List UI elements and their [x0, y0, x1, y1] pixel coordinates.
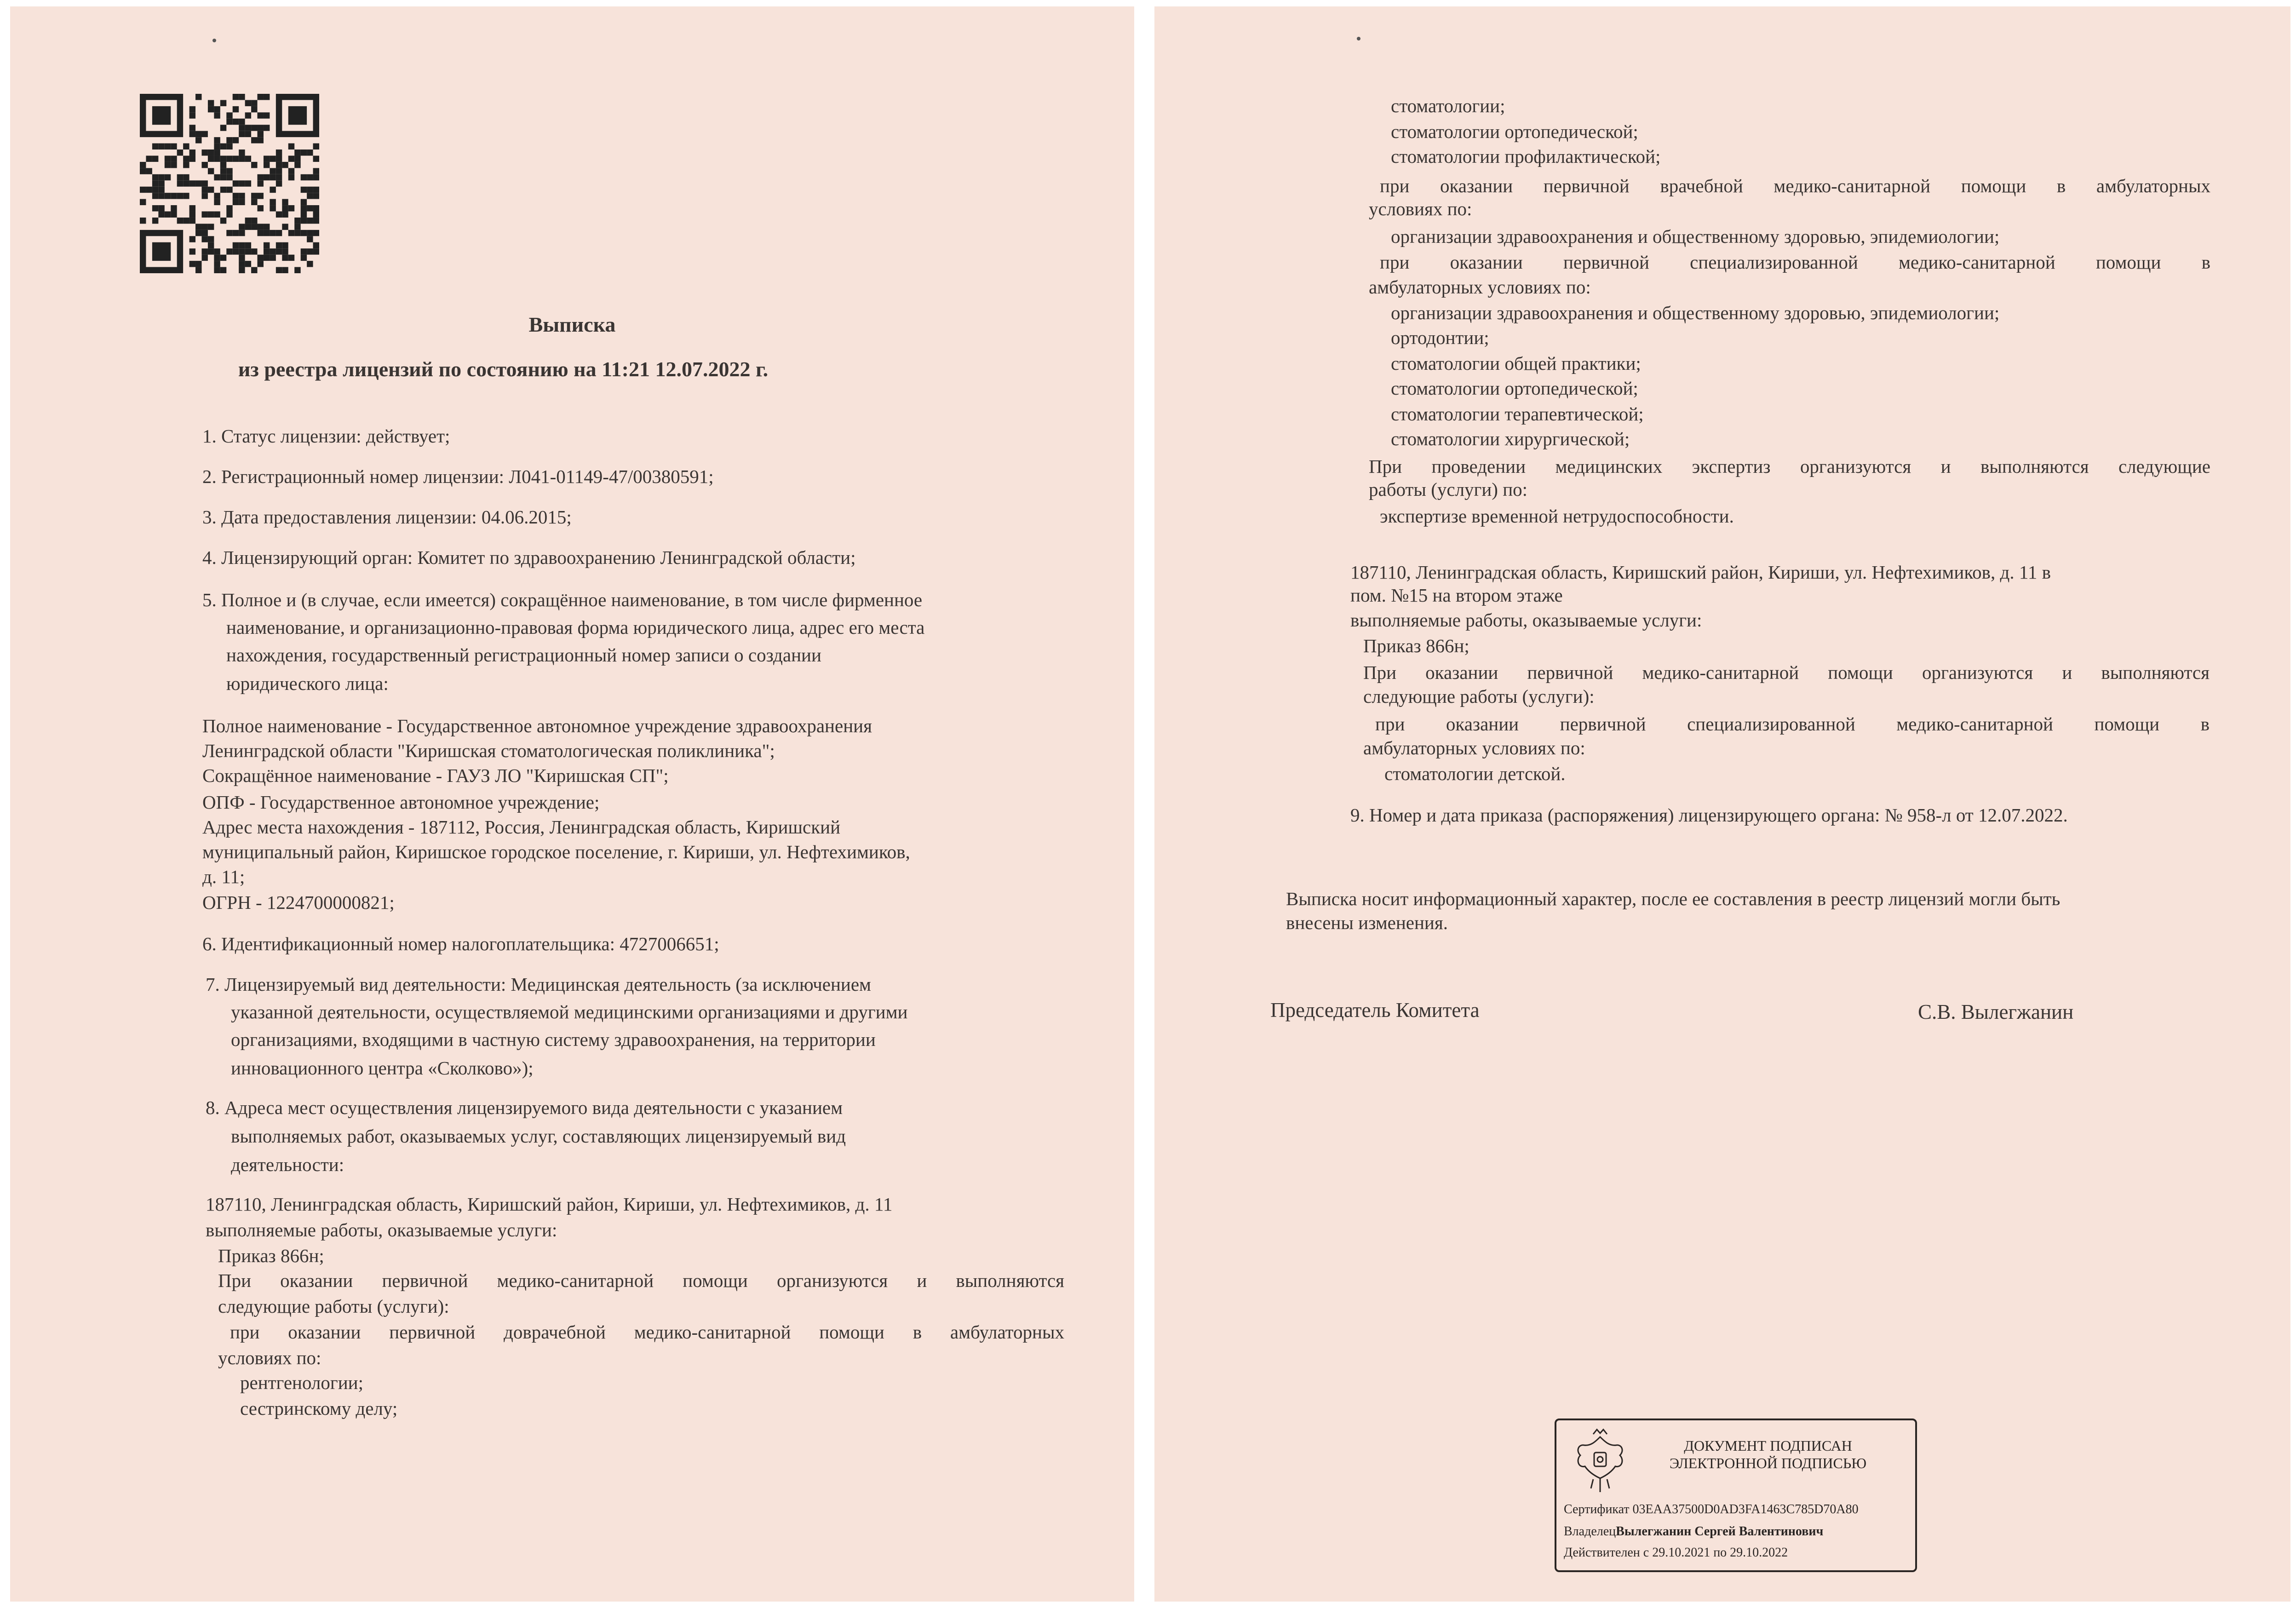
- spec-line: амбулаторных условиях по:: [1369, 276, 1591, 298]
- service-line: стоматологии хирургической;: [1391, 428, 1630, 449]
- item7-line: указанной деятельности, осуществляемой медицинскими организациями и другими: [231, 1001, 908, 1022]
- item-date: 3. Дата предоставления лицензии: 04.06.2015;: [202, 506, 572, 528]
- e-signature-stamp: [1555, 1418, 1917, 1572]
- service-line: сестринскому делу;: [240, 1398, 398, 1419]
- spec-line: при оказании первичной специализированной медико-санитарной помощи в: [1375, 713, 2210, 735]
- service-line: стоматологии терапевтической;: [1391, 403, 1644, 425]
- coat-of-arms-icon: [1570, 1428, 1630, 1497]
- works-label: выполняемые работы, оказываемые услуги:: [206, 1219, 557, 1240]
- pmsp-line: При оказании первичной медико-санитарной помощи организуются и выполняются: [1363, 662, 2210, 683]
- expertise-line: работы (услуги) по:: [1369, 479, 1528, 500]
- pmsp-line: При оказании первичной медико-санитарной помощи организуются и выполняются: [218, 1270, 1064, 1291]
- org-line: д. 11;: [202, 866, 245, 887]
- item-authority: 4. Лицензирующий орган: Комитет по здравоохранению Ленинградской области;: [202, 547, 856, 568]
- works-label: выполняемые работы, оказываемые услуги:: [1350, 609, 1702, 631]
- item5-line: наименование, и организационно-правовая форма юридического лица, адрес его места: [226, 617, 925, 638]
- dovrach-line: условиях по:: [218, 1347, 321, 1368]
- owner-name: Вылегжанин Сергей Валентинович: [1616, 1524, 1824, 1539]
- service-line: ортодонтии;: [1391, 327, 1489, 348]
- item-reg-number: 2. Регистрационный номер лицензии: Л041-01149-47/00380591;: [202, 466, 714, 487]
- document-subtitle: из реестра лицензий по состоянию на 11:21 12.07.2022 г.: [238, 357, 769, 381]
- service-line: организации здравоохранения и общественному здоровью, эпидемиологии;: [1391, 226, 2000, 247]
- item7-line: организациями, входящими в частную систему здравоохранения, на территории: [231, 1029, 876, 1050]
- item5-line: юридического лица:: [226, 673, 389, 694]
- item-status: 1. Статус лицензии: действует;: [202, 425, 450, 447]
- item5-line: нахождения, государственный регистрационный номер записи о создании: [226, 644, 821, 666]
- owner-label: Владелец: [1564, 1524, 1616, 1539]
- item8-line: выполняемых работ, оказываемых услуг, составляющих лицензируемый вид: [231, 1126, 846, 1147]
- stamp-certificate: [1564, 1503, 1859, 1516]
- org-line: ОГРН - 1224700000821;: [202, 892, 395, 913]
- item7-line: инновационного центра «Сколково»);: [231, 1057, 534, 1079]
- service-line: стоматологии;: [1391, 95, 1505, 116]
- qr-code: [140, 94, 319, 273]
- spec-line: амбулаторных условиях по:: [1363, 737, 1585, 758]
- address-line: 187110, Ленинградская область, Киришский район, Кириши, ул. Нефтехимиков, д. 11: [206, 1194, 893, 1215]
- org-line: Адрес места нахождения - 187112, Россия, Ленинградская область, Киришский: [202, 816, 841, 838]
- order-line: Приказ 866н;: [1363, 635, 1469, 656]
- service-line: стоматологии общей практики;: [1391, 353, 1641, 374]
- service-line: стоматологии детской.: [1384, 763, 1566, 784]
- expertise-line: При проведении медицинских экспертиз организуются и выполняются следующие: [1369, 456, 2210, 477]
- service-line: рентгенологии;: [240, 1372, 363, 1393]
- signer-name: С.В. Вылегжанин: [1918, 1000, 2074, 1023]
- item8-line: 8. Адреса мест осуществления лицензируемого вида деятельности с указанием: [206, 1097, 843, 1118]
- pmsp-line: следующие работы (услуги):: [1363, 686, 1595, 707]
- certificate-number: 03EAA37500D0AD3FA1463C785D70A80: [1632, 1502, 1859, 1516]
- spec-line: при оказании первичной специализированной медико-санитарной помощи в: [1380, 252, 2210, 273]
- page-right: [1154, 6, 2290, 1602]
- signer-title: Председатель Комитета: [1270, 999, 1480, 1022]
- address-line: пом. №15 на втором этаже: [1350, 585, 1563, 606]
- org-line: Сокращённое наименование - ГАУЗ ЛО "Киришская СП";: [202, 765, 669, 786]
- item8-line: деятельности:: [231, 1154, 344, 1175]
- stamp-heading: [1639, 1437, 1897, 1472]
- service-line: стоматологии ортопедической;: [1391, 378, 1638, 399]
- item-inn: 6. Идентификационный номер налогоплательщика: 4727006651;: [202, 933, 719, 954]
- org-line: Полное наименование - Государственное автономное учреждение здравоохранения: [202, 715, 872, 736]
- service-line: организации здравоохранения и общественному здоровью, эпидемиологии;: [1391, 302, 2000, 323]
- org-line: муниципальный район, Киришское городское поселение, г. Кириши, ул. Нефтехимиков,: [202, 841, 910, 862]
- speck: [212, 39, 216, 42]
- pmsp-line: следующие работы (услуги):: [218, 1296, 449, 1317]
- document-title: Выписка: [528, 313, 616, 336]
- service-line: стоматологии профилактической;: [1391, 146, 1661, 167]
- org-line: ОПФ - Государственное автономное учреждение;: [202, 792, 600, 813]
- item-order-number: 9. Номер и дата приказа (распоряжения) лицензирующего органа: № 958-л от 12.07.2022.: [1350, 804, 2068, 826]
- item5-line: 5. Полное и (в случае, если имеется) сокращённое наименование, в том числе фирменное: [202, 589, 923, 610]
- dovrach-line: при оказании первичной доврачебной медико-санитарной помощи в амбулаторных: [230, 1321, 1064, 1343]
- org-line: Ленинградской области "Киришская стоматологическая поликлиника";: [202, 740, 775, 761]
- page-left: [10, 6, 1134, 1602]
- item7-line: 7. Лицензируемый вид деятельности: Медицинская деятельность (за исключением: [206, 974, 871, 995]
- stamp-heading-line: ДОКУМЕНТ ПОДПИСАН: [1684, 1437, 1852, 1454]
- stamp-validity: Действителен с 29.10.2021 по 29.10.2022: [1564, 1545, 1788, 1560]
- certificate-label: Сертификат: [1564, 1502, 1630, 1516]
- stamp-owner: [1564, 1525, 1823, 1538]
- service-line: стоматологии ортопедической;: [1391, 121, 1638, 142]
- order-line: Приказ 866н;: [218, 1245, 324, 1266]
- note-line: Выписка носит информационный характер, после ее составления в реестр лицензий могли быть: [1286, 888, 2061, 909]
- vrach-line: при оказании первичной врачебной медико-санитарной помощи в амбулаторных: [1380, 175, 2210, 196]
- stamp-heading-line: ЭЛЕКТРОННОЙ ПОДПИСЬЮ: [1669, 1455, 1867, 1472]
- vrach-line: условиях по:: [1369, 198, 1472, 219]
- speck: [1357, 37, 1360, 40]
- note-line: внесены изменения.: [1286, 912, 1448, 933]
- address-line: 187110, Ленинградская область, Киришский район, Кириши, ул. Нефтехимиков, д. 11 в: [1350, 562, 2051, 583]
- service-line: экспертизе временной нетрудоспособности.: [1380, 505, 1734, 527]
